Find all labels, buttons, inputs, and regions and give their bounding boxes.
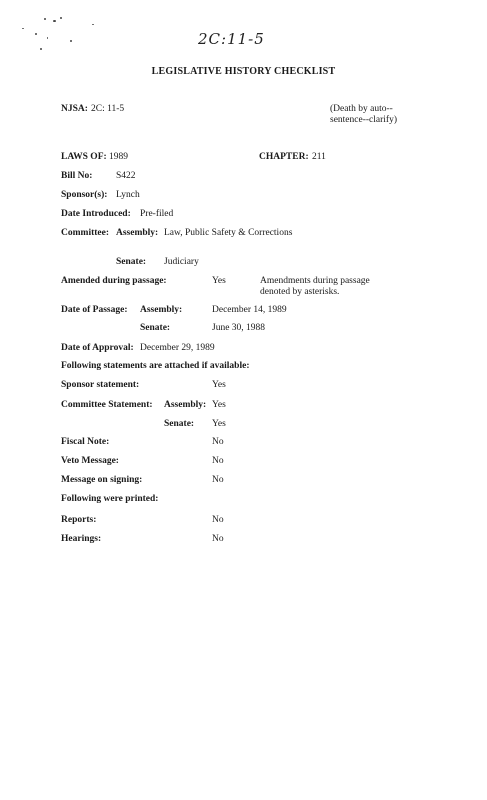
scan-speck xyxy=(44,18,46,20)
passage-assembly-value: December 14, 1989 xyxy=(212,305,287,315)
date-introduced-label: Date Introduced: xyxy=(61,209,131,219)
handwritten-statute-note: 2C:11-5 xyxy=(198,30,265,48)
hearings-value: No xyxy=(212,534,224,544)
fiscal-note-label: Fiscal Note: xyxy=(61,437,110,447)
description-line-1: (Death by auto-- xyxy=(330,104,393,114)
scan-speck xyxy=(40,48,42,50)
passage-senate-label: Senate: xyxy=(140,323,171,333)
reports-label: Reports: xyxy=(61,515,97,525)
fiscal-note-value: No xyxy=(212,437,224,447)
bill-no-value: S422 xyxy=(116,171,136,181)
date-of-passage-label: Date of Passage: xyxy=(61,305,128,315)
scan-speck xyxy=(35,33,37,35)
date-of-approval-value: December 29, 1989 xyxy=(140,343,215,353)
sponsor-statement-value: Yes xyxy=(212,380,226,390)
amended-value: Yes xyxy=(212,276,226,286)
hearings-label: Hearings: xyxy=(61,534,102,544)
njsa-value: 2C: 11-5 xyxy=(91,104,125,114)
committee-assembly-label: Assembly: xyxy=(116,228,159,238)
sponsors-value: Lynch xyxy=(116,190,140,200)
description-line-2: sentence--clarify) xyxy=(330,115,397,125)
scan-speck xyxy=(70,40,72,42)
committee-statement-label: Committee Statement: xyxy=(61,400,153,410)
passage-assembly-label: Assembly: xyxy=(140,305,183,315)
laws-of-label: LAWS OF: xyxy=(61,152,107,162)
njsa-label: NJSA: xyxy=(61,104,88,114)
reports-value: No xyxy=(212,515,224,525)
scan-speck xyxy=(60,17,62,19)
scan-speck xyxy=(22,28,24,29)
committee-assembly-value: Law, Public Safety & Corrections xyxy=(164,228,293,238)
page-title: LEGISLATIVE HISTORY CHECKLIST xyxy=(151,66,336,77)
committee-senate-label: Senate: xyxy=(116,257,147,267)
committee-statement-senate-label: Senate: xyxy=(164,419,195,429)
laws-of-value: 1989 xyxy=(109,152,128,162)
passage-senate-value: June 30, 1988 xyxy=(212,323,266,333)
committee-senate-value: Judiciary xyxy=(164,257,199,267)
message-on-signing-label: Message on signing: xyxy=(61,475,143,485)
chapter-value: 211 xyxy=(312,152,326,162)
scan-speck xyxy=(47,37,48,39)
committee-statement-assembly-value: Yes xyxy=(212,400,226,410)
amended-label: Amended during passage: xyxy=(61,276,167,286)
sponsors-label: Sponsor(s): xyxy=(61,190,108,200)
chapter-label: CHAPTER: xyxy=(259,152,309,162)
bill-no-label: Bill No: xyxy=(61,171,93,181)
printed-header: Following were printed: xyxy=(61,494,159,504)
veto-message-label: Veto Message: xyxy=(61,456,119,466)
scan-speck xyxy=(92,24,94,25)
sponsor-statement-label: Sponsor statement: xyxy=(61,380,140,390)
statements-header: Following statements are attached if available: xyxy=(61,361,250,371)
committee-label: Committee: xyxy=(61,228,110,238)
veto-message-value: No xyxy=(212,456,224,466)
amended-note-line-1: Amendments during passage xyxy=(260,276,370,286)
committee-statement-senate-value: Yes xyxy=(212,419,226,429)
message-on-signing-value: No xyxy=(212,475,224,485)
scan-speck xyxy=(53,20,56,22)
amended-note-line-2: denoted by asterisks. xyxy=(260,287,340,297)
committee-statement-assembly-label: Assembly: xyxy=(164,400,207,410)
date-introduced-value: Pre-filed xyxy=(140,209,174,219)
date-of-approval-label: Date of Approval: xyxy=(61,343,134,353)
